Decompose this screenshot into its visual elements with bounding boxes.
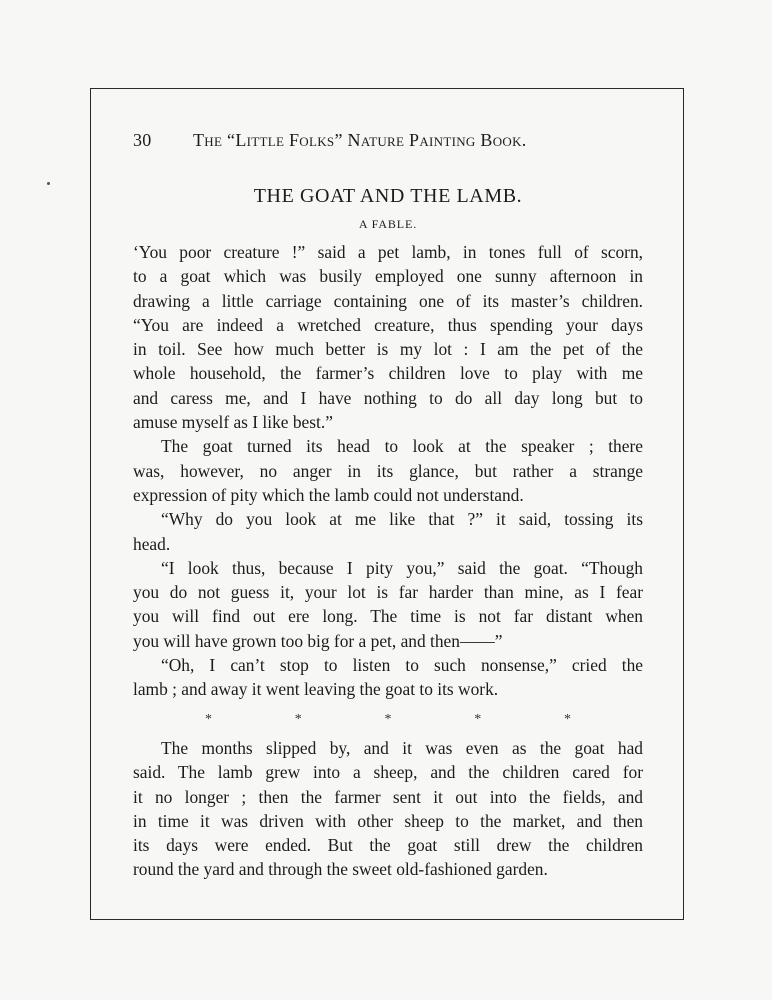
text-line: The months slipped by, and it was even as the goat had (161, 737, 643, 758)
paragraph (133, 653, 643, 702)
text-line: “Why do you look at me like that ?” it said, tossing its (161, 509, 643, 530)
text-line: “I look thus, because I pity you,” said the goat. “Though (161, 557, 643, 578)
text-line: in time it was driven with other sheep to the market, and then (133, 810, 643, 831)
text-line: was, however, no anger in its glance, but rather a strange (133, 460, 643, 481)
paragraph (133, 507, 643, 556)
text-line: round the yard and through the sweet old-fashioned garden. (133, 859, 548, 880)
story-subtitle: A FABLE. (358, 217, 418, 231)
paragraph (133, 556, 643, 653)
text-line: lamb ; and away it went leaving the goat to its work. (133, 679, 499, 700)
paragraph (133, 240, 643, 434)
page-number: 30 (133, 130, 152, 150)
asterism-star: * (205, 711, 212, 727)
text-line: whole household, the farmer’s children love to play with me (133, 363, 643, 384)
text-line: to a goat which was busily employed one sunny afternoon in (133, 266, 643, 287)
asterism-star: * (474, 711, 482, 727)
text-line: head. (133, 533, 171, 554)
paragraph (133, 434, 643, 507)
text-line: drawing a little carriage containing one of its master’s children. (133, 290, 643, 311)
section-separator (133, 708, 643, 732)
paper-speck (47, 182, 50, 185)
text-line: you will have grown too big for a pet, and then——” (133, 630, 503, 651)
paragraph (133, 736, 643, 882)
text-line: its days were ended. But the goat still drew the children (133, 835, 643, 856)
text-line: you will find out ere long. The time is not far distant when (133, 606, 643, 627)
story-body (133, 240, 643, 882)
text-line: said. The lamb grew into a sheep, and the children cared for (133, 762, 643, 783)
text-line: amuse myself as I like best.” (133, 412, 333, 433)
text-line: you do not guess it, your lot is far harder than mine, as I fear (133, 582, 643, 603)
text-line: expression of pity which the lamb could not understand. (133, 484, 524, 505)
text-line: and caress me, and I have nothing to do all day long but to (133, 387, 643, 408)
text-line: in toil. See how much better is my lot : I am the pet of the (133, 339, 643, 360)
text-line: it no longer ; then the farmer sent it out into the fields, and (133, 786, 643, 807)
asterism-star: * (564, 711, 571, 727)
story-title: THE GOAT AND THE LAMB. (253, 185, 523, 207)
text-line: ‘You poor creature !” said a pet lamb, in tones full of scorn, (133, 242, 643, 262)
text-line: “You are indeed a wretched creature, thus spending your days (133, 314, 643, 335)
running-title: The “Little Folks” Nature Painting Book. (193, 130, 527, 150)
text-line: The goat turned its head to look at the speaker ; there (161, 436, 643, 457)
text-line: “Oh, I can’t stop to listen to such nonsense,” cried the (161, 655, 643, 676)
asterism-star: * (294, 711, 302, 727)
asterism-star: * (384, 711, 392, 727)
